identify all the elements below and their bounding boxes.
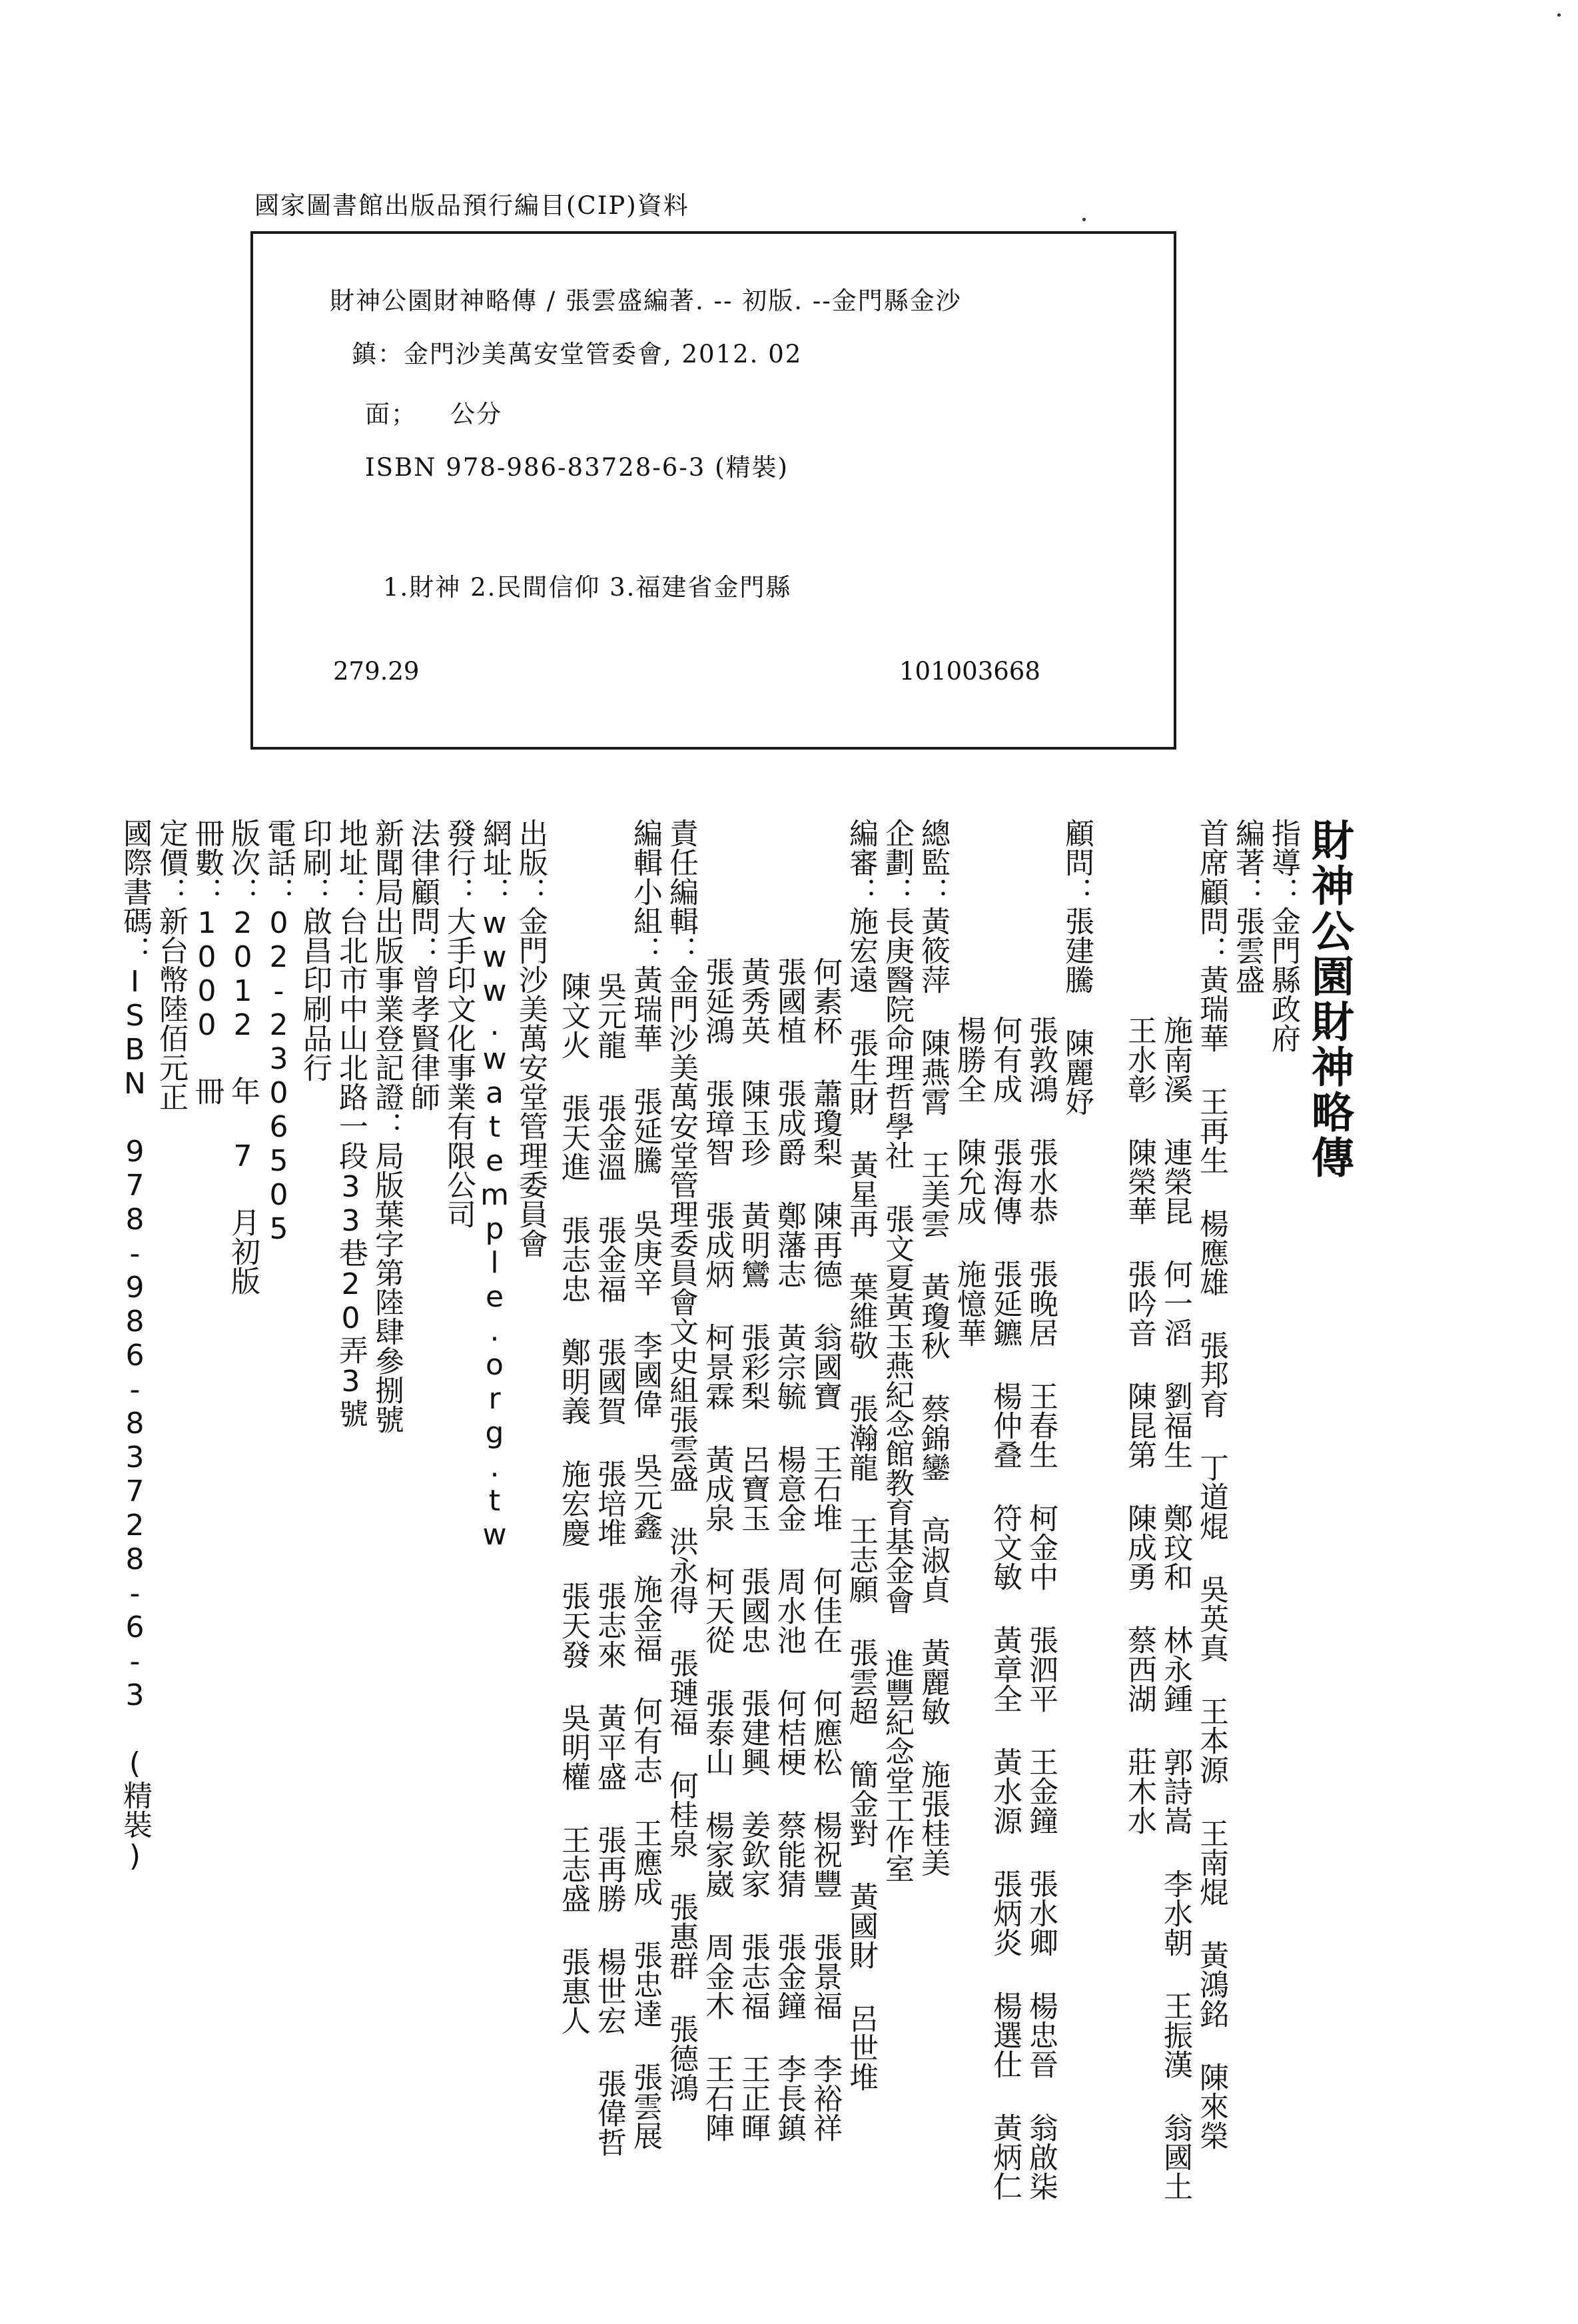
credit-chief-advisors-cont: 王水彰 陳榮華 張吟音 陳昆第 陳成勇 蔡西湖 莊木水 [1122, 1015, 1156, 1835]
credit-isbn: 國際書碼：ISBN 978-986-83728-6-3 (精裝) [118, 818, 152, 1873]
credit-printer: 印刷：啟昌印刷品行 [298, 818, 332, 1082]
credit-chief-advisors: 首席顧問：黃瑞華 王再生 楊應雄 張邦育 丁道焜 吳英真 王本源 王南焜 黃鴻銘 陳來榮 [1194, 818, 1228, 2150]
credit-review-cont: 張國植 張成爵 鄭藩志 黃宗毓 楊意金 周水池 何桔梗 蔡能猜 張金鐘 李長鎮 [772, 957, 806, 2142]
credit-publisher: 出版：金門沙美萬安堂管理委員會 [514, 818, 548, 1258]
credit-supervisor: 總監：黃筱萍 陳燕霄 王美雲 黃瓊秋 蔡錦鑾 高淑貞 黃麗敏 施張桂美 [916, 818, 950, 1877]
credit-advisors: 顧問：張建騰 陳麗妤 [1060, 818, 1094, 1116]
cip-classification: 279.29 [333, 657, 420, 686]
credit-license: 新聞局出版事業登記證：局版葉字第陸肆參捌號 [370, 818, 404, 1434]
credit-chief-editor: 責任編輯：金門沙美萬安堂管理委員會文史組張雲盛 洪永得 張璉福 何桂泉 張惠群 張德鴻 [664, 818, 698, 2102]
credit-review-cont: 何素杯 蕭瓊梨 陳再德 翁國寶 王石堆 何佳在 何應松 楊祝豐 張景福 李裕祥 [808, 957, 842, 2142]
credit-review-cont: 黃秀英 陳玉珍 黃明鸞 張彩梨 呂寶玉 張國忠 張建興 姜欽家 張志福 王正暉 [736, 957, 770, 2142]
credit-review-cont: 張延鴻 張璋智 張成炳 柯景霖 黃成泉 柯天從 張泰山 楊家崴 周金木 王石陣 [700, 957, 734, 2142]
credit-advisors-cont: 張敦鴻 張水恭 張晚居 王春生 柯金中 張泗平 王金鐘 張水卿 楊忠晉 翁啟柒 [1024, 1015, 1058, 2201]
credit-planning: 企劃：長庚醫院命理哲學社 張文夏黃玉燕紀念館教育基金會 進豐紀念堂工作室 [880, 818, 914, 1883]
credit-editors: 編輯小組：黃瑞華 張延騰 吳庚辛 李國偉 吳元鑫 施金福 何有志 王應成 張忠達 張雲展 [628, 818, 662, 2150]
credit-legal: 法律顧問：曾孝賢律師 [406, 818, 440, 1111]
cip-physical-line [365, 394, 502, 430]
cip-size-label: 公分 [450, 400, 502, 428]
credit-author: 編著：張雲盛 [1230, 818, 1264, 994]
book-title: 財神公園財神略傳 [1304, 818, 1354, 1181]
credit-editors-cont: 吳元龍 張金溫 張金福 張國賀 張培堆 張志來 黃平盛 張再勝 楊世宏 張偉哲 [592, 971, 626, 2157]
credit-distributor: 發行：大手印文化事業有限公司 [442, 818, 476, 1229]
credit-advisors-cont: 何有成 張海傳 張延鑣 楊仲叠 符文敏 黃章全 黃水源 張炳炎 楊選仕 黃炳仁 [988, 1015, 1022, 2201]
scan-speck [1557, 13, 1561, 17]
cip-record-number: 101003668 [899, 657, 1040, 686]
cip-record-box [250, 231, 1176, 750]
credit-address: 地址：台北市中山北路一段33巷20弄3號 [334, 818, 368, 1428]
cip-title-line: 財神公園財神略傳 / 張雲盛編著. -- 初版. --金門縣金沙 [330, 287, 962, 315]
cip-subjects: 1.財神 2.民間信仰 3.福建省金門縣 [383, 573, 792, 602]
cip-isbn: ISBN 978-986-83728-6-3 (精裝) [365, 453, 789, 482]
credit-edition: 版次：2012 年 7 月初版 [226, 818, 260, 1295]
credit-guidance: 指導：金門縣政府 [1266, 818, 1300, 1053]
cip-pages-label: 面； [365, 400, 417, 428]
credit-chief-advisors-cont: 施南溪 連榮昆 何一滔 劉福生 鄭玟和 林永鍾 郭詩嵩 李水朝 王振漢 翁國土 [1158, 1015, 1192, 2201]
cip-heading: 國家圖書館出版品預行編目(CIP)資料 [254, 191, 689, 220]
credit-advisors-cont: 楊勝全 陳允成 施憶華 [952, 1015, 986, 1347]
cip-publisher-line: 鎮：金門沙美萬安堂管委會, 2012. 02 [352, 340, 803, 368]
credit-phone: 電話：02-2306505 [262, 818, 296, 1246]
credit-website: 網址：www.watemple.org.tw [478, 818, 512, 1552]
credit-review: 編審：施宏遠 張生財 黃星再 葉維敬 張瀚龍 王志願 張雲超 簡金對 黃國財 呂世堆 [844, 818, 878, 2091]
credit-price: 定價：新台幣陸佰元正 [154, 818, 188, 1111]
scan-speck [1082, 218, 1086, 221]
credit-copies: 冊數：1000 冊 [190, 818, 224, 1105]
credit-editors-cont: 陳文火 張天進 張志忠 鄭明義 施宏慶 張天發 吳明權 王志盛 張惠人 [556, 971, 590, 2035]
